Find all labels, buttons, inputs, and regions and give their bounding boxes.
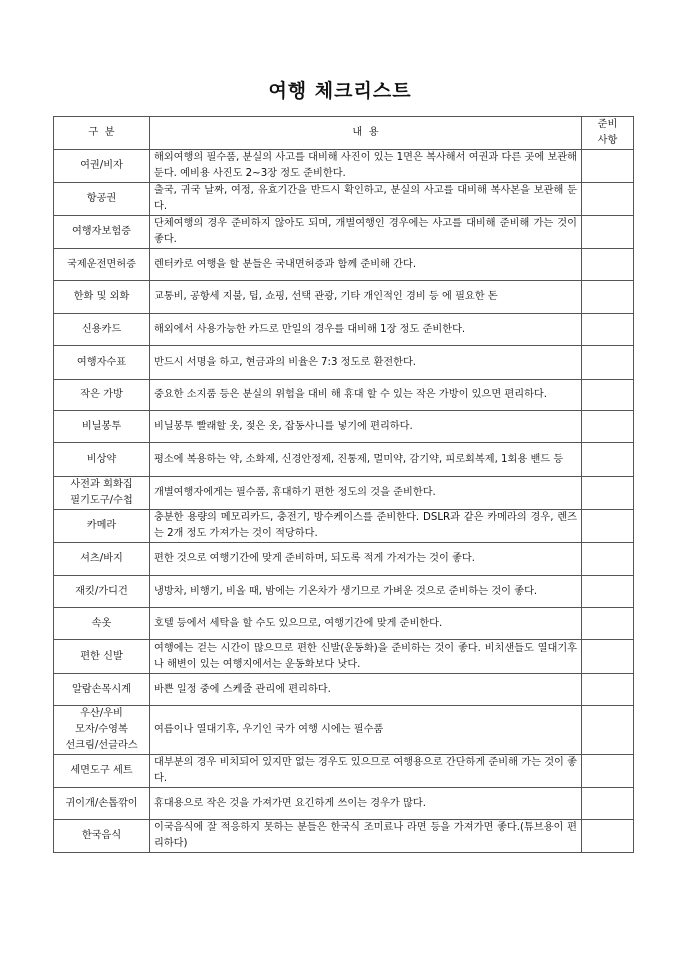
table-row: [54, 576, 634, 608]
table-header-row: [54, 117, 634, 150]
row-check-cell[interactable]: [582, 788, 634, 820]
row-category: 카메라: [54, 510, 150, 543]
row-content: 교통비, 공항세 지불, 팁, 쇼핑, 선택 관광, 기타 개인적인 경비 등 에 필요한 돈: [150, 281, 582, 314]
row-check-cell[interactable]: [582, 755, 634, 788]
row-check-cell[interactable]: [582, 183, 634, 216]
header-content: 내 용: [150, 117, 582, 150]
row-category: 한국음식: [54, 820, 150, 853]
row-content: 대부분의 경우 비치되어 있지만 없는 경우도 있으므로 여행용으로 간단하게 준비해 가는 것이 좋다.: [150, 755, 582, 788]
row-category: 세면도구 세트: [54, 755, 150, 788]
row-content: 단체여행의 경우 준비하지 않아도 되며, 개별여행인 경우에는 사고를 대비해 준비해 가는 것이 좋다.: [150, 216, 582, 249]
table-row: [54, 788, 634, 820]
row-content: 편한 것으로 여행기간에 맞게 준비하며, 되도록 적게 가져가는 것이 좋다.: [150, 543, 582, 576]
table-row: [54, 281, 634, 314]
page-title: 여행 체크리스트: [268, 80, 412, 102]
table-row: [54, 443, 634, 477]
row-category: 신용카드: [54, 314, 150, 346]
row-content: 중요한 소지품 등은 분실의 위험을 대비 해 휴대 할 수 있는 작은 가방이 있으면 편리하다.: [150, 380, 582, 411]
table-row: [54, 510, 634, 543]
table-row: [54, 411, 634, 443]
row-check-cell[interactable]: [582, 543, 634, 576]
table-row: [54, 608, 634, 640]
row-check-cell[interactable]: [582, 411, 634, 443]
row-check-cell[interactable]: [582, 346, 634, 380]
row-category: 셔츠/바지: [54, 543, 150, 576]
header-check: 준비 사항: [582, 117, 634, 150]
table-body: [54, 150, 634, 853]
table-row: [54, 183, 634, 216]
table-row: [54, 249, 634, 281]
header-category: 구 분: [54, 117, 150, 150]
row-check-cell[interactable]: [582, 216, 634, 249]
row-category: 항공권: [54, 183, 150, 216]
row-check-cell[interactable]: [582, 640, 634, 674]
row-content: 휴대용으로 작은 것을 가져가면 요긴하게 쓰이는 경우가 많다.: [150, 788, 582, 820]
table-row: [54, 150, 634, 183]
row-category: 사전과 회화집 필기도구/수첩: [54, 477, 150, 510]
row-check-cell[interactable]: [582, 249, 634, 281]
table-row: [54, 314, 634, 346]
row-content: 출국, 귀국 날짜, 여정, 유효기간을 반드시 확인하고, 분실의 사고를 대비해 복사본을 보관해 둔다.: [150, 183, 582, 216]
table-row: [54, 820, 634, 853]
row-category: 속옷: [54, 608, 150, 640]
row-category: 한화 및 외화: [54, 281, 150, 314]
row-content: 개별여행자에게는 필수품, 휴대하기 편한 정도의 것을 준비한다.: [150, 477, 582, 510]
row-category: 귀이개/손톱깎이: [54, 788, 150, 820]
row-category: 우산/우비 모자/수영복 선크림/선글라스: [54, 706, 150, 755]
row-content: 충분한 용량의 메모리카드, 충전기, 방수케이스를 준비한다. DSLR과 같은 카메라의 경우, 렌즈는 2개 정도 가져가는 것이 적당하다.: [150, 510, 582, 543]
row-check-cell[interactable]: [582, 674, 634, 706]
table-row: [54, 640, 634, 674]
row-check-cell[interactable]: [582, 706, 634, 755]
table-row: [54, 706, 634, 755]
row-content: 해외여행의 필수품, 분실의 사고를 대비해 사진이 있는 1면은 복사해서 여권과 다른 곳에 보관해 둔다. 예비용 사진도 2~3장 정도 준비한다.: [150, 150, 582, 183]
row-category: 여행자보험증: [54, 216, 150, 249]
row-category: 알람손목시계: [54, 674, 150, 706]
row-content: 바쁜 일정 중에 스케줄 관리에 편리하다.: [150, 674, 582, 706]
row-content: 비닐봉투 빨래할 옷, 젖은 옷, 잡동사니를 넣기에 편리하다.: [150, 411, 582, 443]
row-content: 여행에는 걷는 시간이 많으므로 편한 신발(운동화)을 준비하는 것이 좋다. 비치샌들도 열대기후나 해변이 있는 여행지에서는 운동화보다 낫다.: [150, 640, 582, 674]
row-check-cell[interactable]: [582, 150, 634, 183]
row-category: 편한 신발: [54, 640, 150, 674]
row-check-cell[interactable]: [582, 510, 634, 543]
table-row: [54, 755, 634, 788]
row-check-cell[interactable]: [582, 443, 634, 477]
row-content: 냉방차, 비행기, 비올 때, 밤에는 기온차가 생기므로 가벼운 것으로 준비하는 것이 좋다.: [150, 576, 582, 608]
table-row: [54, 674, 634, 706]
row-content: 해외에서 사용가능한 카드로 만일의 경우를 대비해 1장 정도 준비한다.: [150, 314, 582, 346]
table-row: [54, 346, 634, 380]
row-check-cell[interactable]: [582, 576, 634, 608]
checklist-table: [53, 116, 634, 853]
row-check-cell[interactable]: [582, 608, 634, 640]
row-category: 비상약: [54, 443, 150, 477]
row-content: 평소에 복용하는 약, 소화제, 신경안정제, 진통제, 멀미약, 감기약, 피로회복제, 1회용 밴드 등: [150, 443, 582, 477]
table-row: [54, 216, 634, 249]
row-check-cell[interactable]: [582, 477, 634, 510]
table-row: [54, 477, 634, 510]
row-content: 여름이나 열대기후, 우기인 국가 여행 시에는 필수품: [150, 706, 582, 755]
row-category: 여행자수표: [54, 346, 150, 380]
row-check-cell[interactable]: [582, 820, 634, 853]
row-check-cell[interactable]: [582, 314, 634, 346]
row-category: 비닐봉투: [54, 411, 150, 443]
row-category: 재킷/가디건: [54, 576, 150, 608]
row-category: 국제운전면허증: [54, 249, 150, 281]
row-category: 작은 가방: [54, 380, 150, 411]
row-check-cell[interactable]: [582, 281, 634, 314]
table-row: [54, 543, 634, 576]
row-category: 여권/비자: [54, 150, 150, 183]
row-content: 반드시 서명을 하고, 현금과의 비율은 7:3 정도로 환전한다.: [150, 346, 582, 380]
row-check-cell[interactable]: [582, 380, 634, 411]
row-content: 호텔 등에서 세탁을 할 수도 있으므로, 여행기간에 맞게 준비한다.: [150, 608, 582, 640]
table-row: [54, 380, 634, 411]
row-content: 이국음식에 잘 적응하지 못하는 분들은 한국식 조미료나 라면 등을 가져가면 좋다.(튜브용이 편리하다): [150, 820, 582, 853]
row-content: 렌터카로 여행을 할 분들은 국내면허증과 함께 준비해 간다.: [150, 249, 582, 281]
